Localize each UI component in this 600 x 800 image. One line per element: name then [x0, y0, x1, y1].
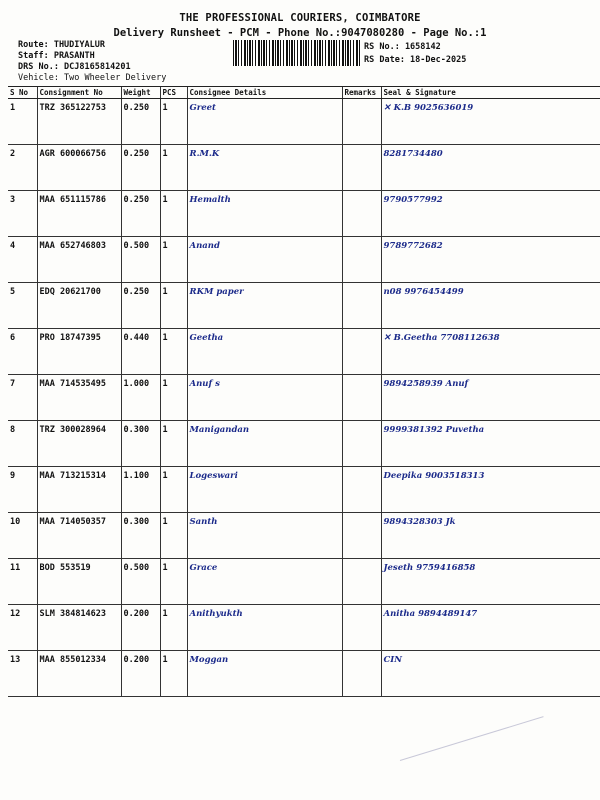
- remarks-cell: [342, 283, 381, 329]
- sno-cell: 12: [8, 605, 37, 651]
- consignee-cell: RKM paper: [187, 283, 342, 329]
- table-row: [8, 191, 600, 237]
- weight-cell: 0.500: [121, 559, 160, 605]
- col-pcs: PCS: [160, 87, 187, 99]
- col-weight: Weight: [121, 87, 160, 99]
- weight-cell: 0.250: [121, 99, 160, 145]
- consignment-cell: MAA 714535495: [37, 375, 121, 421]
- signature-cell: ✕ B.Geetha 7708112638: [381, 329, 600, 375]
- signature-cell: 8281734480: [381, 145, 600, 191]
- remarks-cell: [342, 237, 381, 283]
- sno-cell: 2: [8, 145, 37, 191]
- signature-cell: 9999381392 Puvetha: [381, 421, 600, 467]
- sno-cell: 13: [8, 651, 37, 697]
- pcs-cell: 1: [160, 467, 187, 513]
- staff-label: Staff: PRASANTH: [18, 51, 95, 61]
- consignee-cell: R.M.K: [187, 145, 342, 191]
- pcs-cell: 1: [160, 605, 187, 651]
- consignment-cell: MAA 713215314: [37, 467, 121, 513]
- table-header-row: [8, 87, 600, 99]
- signature-cell: 9789772682: [381, 237, 600, 283]
- consignee-cell: Anithyukth: [187, 605, 342, 651]
- weight-cell: 1.000: [121, 375, 160, 421]
- table-row: [8, 651, 600, 697]
- signature-cell: CIN: [381, 651, 600, 697]
- signature-cell: Anitha 9894489147: [381, 605, 600, 651]
- weight-cell: 0.250: [121, 283, 160, 329]
- col-consignee: Consignee Details: [187, 87, 342, 99]
- sno-cell: 9: [8, 467, 37, 513]
- pcs-cell: 1: [160, 191, 187, 237]
- weight-cell: 0.300: [121, 421, 160, 467]
- remarks-cell: [342, 99, 381, 145]
- sno-cell: 1: [8, 99, 37, 145]
- route-label: Route: THUDIYALUR: [18, 40, 105, 50]
- consignee-cell: Moggan: [187, 651, 342, 697]
- signature-cell: ✕ K.B 9025636019: [381, 99, 600, 145]
- sno-cell: 10: [8, 513, 37, 559]
- pcs-cell: 1: [160, 329, 187, 375]
- signature-cell: 9790577992: [381, 191, 600, 237]
- consignee-cell: Anuf s: [187, 375, 342, 421]
- signature-cell: Deepika 9003518313: [381, 467, 600, 513]
- signature-cell: 9894258939 Anuf: [381, 375, 600, 421]
- weight-cell: 0.250: [121, 191, 160, 237]
- consignee-cell: Geetha: [187, 329, 342, 375]
- pcs-cell: 1: [160, 559, 187, 605]
- table-row: [8, 283, 600, 329]
- vehicle-label: Vehicle: Two Wheeler Delivery: [18, 73, 167, 83]
- consignment-cell: TRZ 365122753: [37, 99, 121, 145]
- pcs-cell: 1: [160, 651, 187, 697]
- remarks-cell: [342, 191, 381, 237]
- consignee-cell: Grace: [187, 559, 342, 605]
- document-title: THE PROFESSIONAL COURIERS, COIMBATORE: [179, 12, 421, 24]
- col-consignment: Consignment No: [37, 87, 121, 99]
- consignee-cell: Hemalth: [187, 191, 342, 237]
- consignment-cell: TRZ 300028964: [37, 421, 121, 467]
- pcs-cell: 1: [160, 237, 187, 283]
- drs-number: DRS No.: DCJ8165814201: [18, 62, 131, 72]
- remarks-cell: [342, 651, 381, 697]
- table-row: [8, 467, 600, 513]
- consignment-cell: MAA 651115786: [37, 191, 121, 237]
- pcs-cell: 1: [160, 421, 187, 467]
- remarks-cell: [342, 467, 381, 513]
- pcs-cell: 1: [160, 99, 187, 145]
- consignee-cell: Santh: [187, 513, 342, 559]
- pcs-cell: 1: [160, 145, 187, 191]
- table-row: [8, 375, 600, 421]
- rs-number: RS No.: 1658142: [364, 42, 441, 52]
- sno-cell: 4: [8, 237, 37, 283]
- table-row: [8, 421, 600, 467]
- consignment-cell: SLM 384814623: [37, 605, 121, 651]
- col-sno: S No: [8, 87, 37, 99]
- weight-cell: 0.250: [121, 145, 160, 191]
- remarks-cell: [342, 145, 381, 191]
- sno-cell: 3: [8, 191, 37, 237]
- consignment-cell: AGR 600066756: [37, 145, 121, 191]
- remarks-cell: [342, 513, 381, 559]
- weight-cell: 0.300: [121, 513, 160, 559]
- consignee-cell: Manigandan: [187, 421, 342, 467]
- table-row: [8, 329, 600, 375]
- barcode-image: [233, 40, 361, 66]
- table-row: [8, 559, 600, 605]
- pcs-cell: 1: [160, 375, 187, 421]
- consignment-cell: MAA 652746803: [37, 237, 121, 283]
- signature-cell: Jeseth 9759416858: [381, 559, 600, 605]
- weight-cell: 0.440: [121, 329, 160, 375]
- signature-cell: 9894328303 Jk: [381, 513, 600, 559]
- remarks-cell: [342, 605, 381, 651]
- consignee-cell: Logeswari: [187, 467, 342, 513]
- pcs-cell: 1: [160, 283, 187, 329]
- sno-cell: 7: [8, 375, 37, 421]
- consignment-cell: MAA 714050357: [37, 513, 121, 559]
- remarks-cell: [342, 559, 381, 605]
- sno-cell: 6: [8, 329, 37, 375]
- table-row: [8, 237, 600, 283]
- remarks-cell: [342, 329, 381, 375]
- remarks-cell: [342, 421, 381, 467]
- runsheet-table: [8, 86, 600, 697]
- col-signature: Seal & Signature: [381, 87, 600, 99]
- rs-date: RS Date: 18-Dec-2025: [364, 55, 467, 65]
- weight-cell: 0.500: [121, 237, 160, 283]
- sno-cell: 11: [8, 559, 37, 605]
- table-row: [8, 605, 600, 651]
- table-row: [8, 513, 600, 559]
- weight-cell: 0.200: [121, 605, 160, 651]
- consignment-cell: EDQ 20621700: [37, 283, 121, 329]
- remarks-cell: [342, 375, 381, 421]
- table-row: [8, 145, 600, 191]
- consignee-cell: Greet: [187, 99, 342, 145]
- table-row: [8, 99, 600, 145]
- consignment-cell: MAA 855012334: [37, 651, 121, 697]
- pcs-cell: 1: [160, 513, 187, 559]
- consignee-cell: Anand: [187, 237, 342, 283]
- weight-cell: 0.200: [121, 651, 160, 697]
- signature-cell: n08 9976454499: [381, 283, 600, 329]
- sno-cell: 8: [8, 421, 37, 467]
- sno-cell: 5: [8, 283, 37, 329]
- consignment-cell: PRO 18747395: [37, 329, 121, 375]
- consignment-cell: BOD 553519: [37, 559, 121, 605]
- document-subtitle: Delivery Runsheet - PCM - Phone No.:9047080280 - Page No.:1: [113, 27, 487, 39]
- col-remarks: Remarks: [342, 87, 381, 99]
- pen-stroke: [400, 716, 544, 761]
- weight-cell: 1.100: [121, 467, 160, 513]
